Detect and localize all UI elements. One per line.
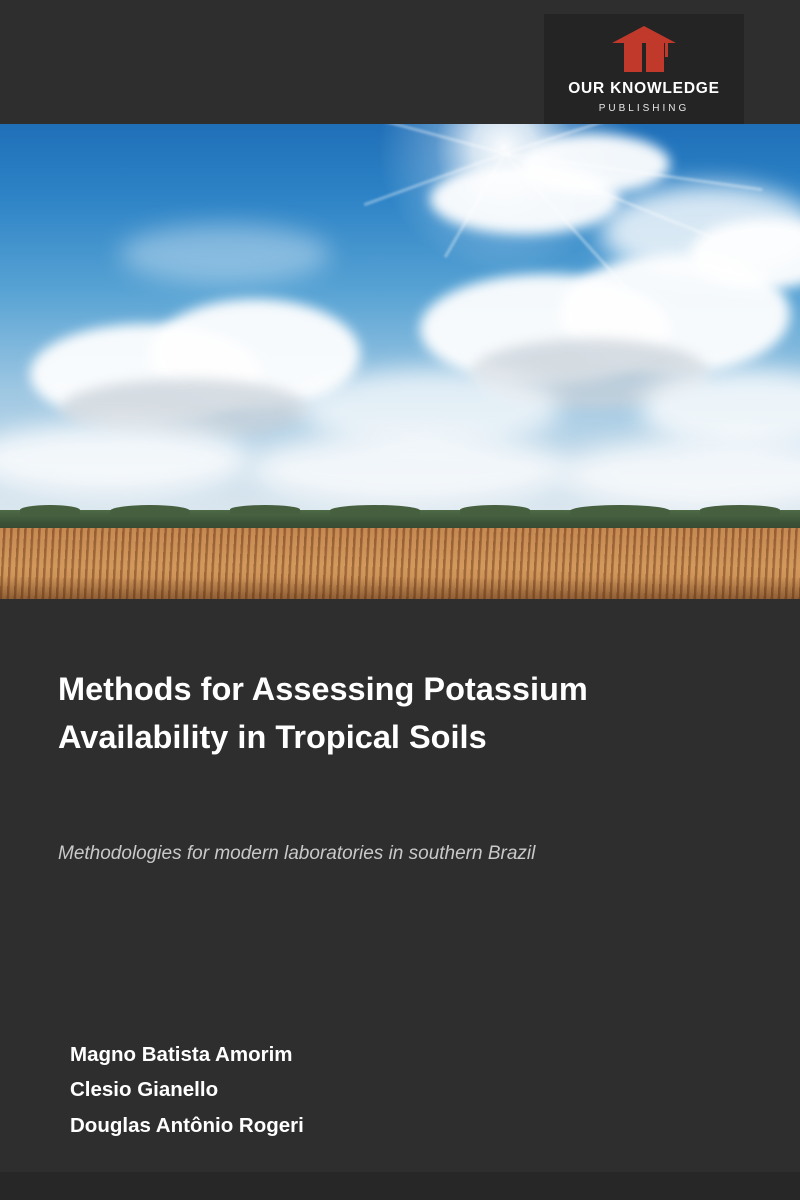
publisher-tagline: PUBLISHING <box>598 102 690 114</box>
graduation-cap-book-icon <box>612 24 676 74</box>
book-subtitle: Methodologies for modern laboratories in southern Brazil <box>58 843 536 864</box>
cover-photo <box>0 124 800 599</box>
author-list <box>70 1037 730 1143</box>
book-title: Methods for Assessing Potassium Availability in Tropical Soils <box>58 671 588 756</box>
publisher-badge <box>544 14 744 124</box>
author-name: Magno Batista Amorim <box>70 1043 293 1066</box>
author-name: Douglas Antônio Rogeri <box>70 1113 304 1137</box>
author-name: Clesio Gianello <box>70 1078 219 1102</box>
cover-text-area <box>0 599 800 1200</box>
bottom-strip <box>0 1172 800 1200</box>
publisher-name: OUR KNOWLEDGE <box>568 80 720 97</box>
plowed-field <box>0 528 800 599</box>
